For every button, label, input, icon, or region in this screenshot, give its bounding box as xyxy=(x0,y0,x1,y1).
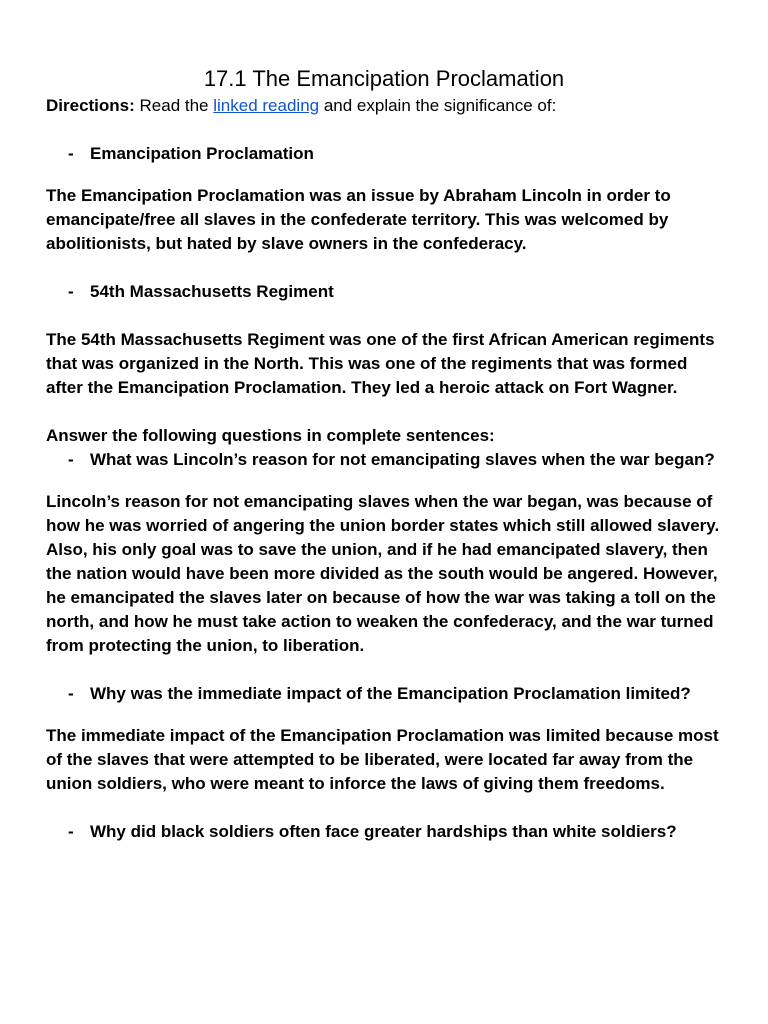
answer-2: The immediate impact of the Emancipation Proclamation was limited because most of the slaves that were attempted to be liberated, were located far away from the union soldiers, who were meant to inforce the laws of giving them freedoms. xyxy=(46,726,719,793)
question-text: What was Lincoln’s reason for not emancipating slaves when the war began? xyxy=(90,450,715,469)
question-text: Why was the immediate impact of the Emancipation Proclamation limited? xyxy=(90,684,691,703)
bullet-dash: - xyxy=(68,684,74,703)
question-text: Why did black soldiers often face greater hardships than white soldiers? xyxy=(90,822,677,841)
bullet-dash: - xyxy=(68,822,74,841)
bullet-emancipation-proclamation xyxy=(46,142,722,166)
answer-54th-regiment: The 54th Massachusetts Regiment was one of the first African American regiments that was organized in the North. This was one of the regiments that was formed after the Emancipation Proclamation. They led a heroic attack on Fort Wagner. xyxy=(46,330,715,397)
answer-1: Lincoln’s reason for not emancipating slaves when the war began, was because of how he was worried of angering the union border states which still allowed slavery. Also, his only goal was to save the union, and if he had emancipated slavery, then the nation would have been more divided as the south would be angered. However, he emancipated the slaves later on because of how the war was taking a toll on the north, and how he must take action to weaken the confederacy, and the war turned from protecting the union, to liberation. xyxy=(46,492,720,655)
page-title: 17.1 The Emancipation Proclamation xyxy=(203,66,565,91)
linked-reading-link[interactable]: linked reading xyxy=(213,96,320,115)
question-1 xyxy=(46,448,722,472)
question-3 xyxy=(46,820,722,844)
bullet-dash: - xyxy=(68,450,74,469)
bullet-54th-regiment xyxy=(46,280,722,304)
directions-label: Directions: xyxy=(46,96,135,115)
answer-emancipation-proclamation: The Emancipation Proclamation was an issue by Abraham Lincoln in order to emancipate/free all slaves in the confederate territory. This was welcomed by abolitionists, but hated by slave owners in the confederacy. xyxy=(46,186,671,253)
bullet-dash: - xyxy=(68,144,74,163)
directions-text-after: and explain the significance of: xyxy=(319,96,557,115)
directions-text-before: Read the xyxy=(134,96,214,115)
bullet-label: 54th Massachusetts Regiment xyxy=(90,282,334,301)
bullet-dash: - xyxy=(68,282,74,301)
bullet-label: Emancipation Proclamation xyxy=(90,144,314,163)
question-2 xyxy=(46,682,722,706)
directions-line xyxy=(46,94,722,118)
questions-heading: Answer the following questions in complete sentences: xyxy=(46,426,495,445)
